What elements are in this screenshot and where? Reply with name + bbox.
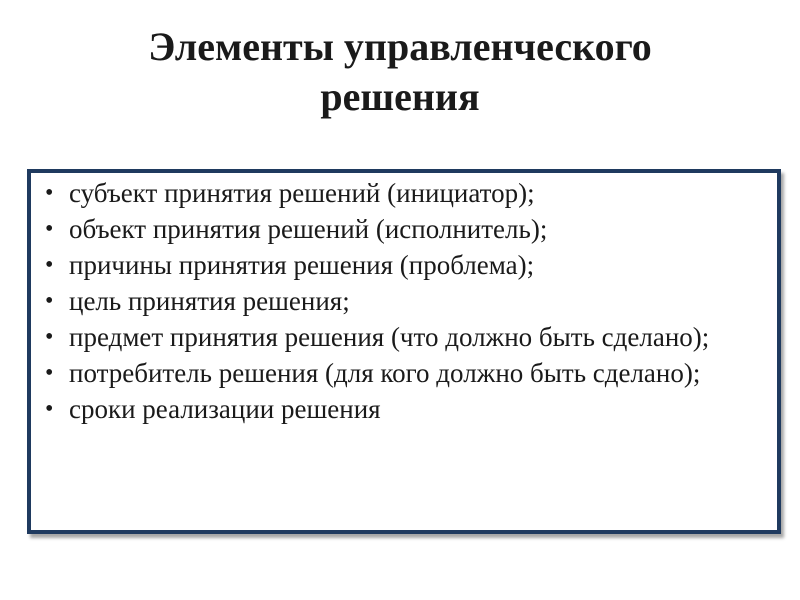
list-item — [43, 323, 763, 351]
list-item — [43, 359, 763, 387]
list-item — [43, 179, 763, 207]
list-item — [43, 287, 763, 315]
slide-title — [0, 22, 800, 122]
bullet-icon: • — [45, 360, 54, 386]
list-item-text: потребитель решения (для кого должно быть сделано); — [69, 358, 701, 388]
list-item — [43, 215, 763, 243]
list-item — [43, 251, 763, 279]
bullet-icon: • — [45, 180, 54, 206]
list-item-text: предмет принятия решения (что должно быть сделано); — [69, 322, 710, 352]
list-item-text: субъект принятия решений (инициатор); — [69, 178, 535, 208]
list-item-text: сроки реализации решения — [69, 394, 381, 424]
slide-title-line-2: решения — [320, 74, 480, 119]
bullet-icon: • — [45, 324, 54, 350]
bullet-list — [43, 179, 763, 431]
list-item — [43, 395, 763, 423]
slide-title-line-1: Элементы управленческого — [148, 24, 652, 69]
content-frame — [27, 169, 781, 534]
bullet-icon: • — [45, 216, 54, 242]
bullet-icon: • — [45, 396, 54, 422]
bullet-icon: • — [45, 288, 54, 314]
list-item-text: причины принятия решения (проблема); — [69, 250, 535, 280]
list-item-text: цель принятия решения; — [69, 286, 350, 316]
list-item-text: объект принятия решений (исполнитель); — [69, 214, 548, 244]
bullet-icon: • — [45, 252, 54, 278]
